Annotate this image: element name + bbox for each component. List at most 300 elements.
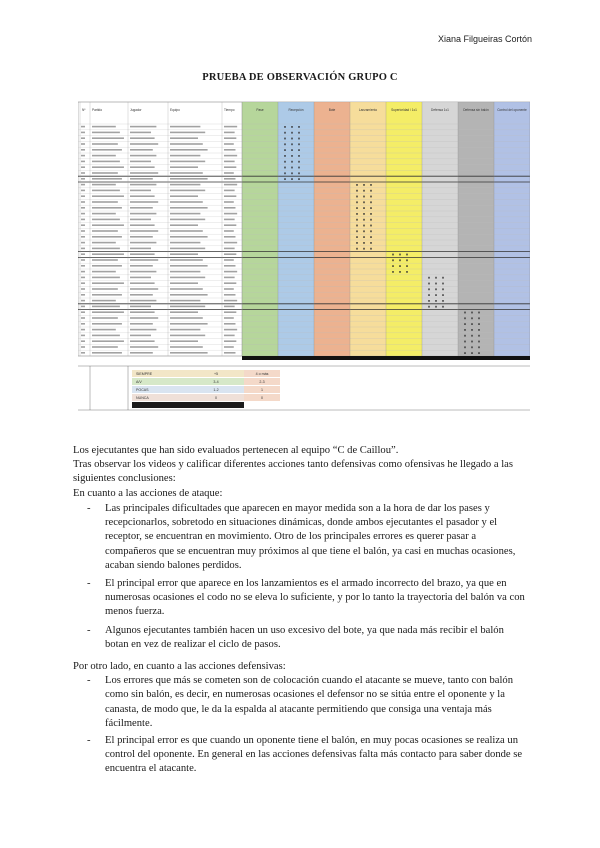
score-mark <box>435 300 437 302</box>
blurred-cell-text <box>224 195 236 197</box>
score-mark <box>478 329 480 331</box>
blurred-cell-text <box>92 126 116 128</box>
blurred-cell-text <box>170 259 203 261</box>
score-mark <box>356 248 358 250</box>
blurred-cell-text <box>81 201 85 203</box>
blurred-cell-text <box>224 271 237 273</box>
score-mark <box>370 184 372 186</box>
score-mark <box>363 196 365 198</box>
score-mark <box>392 271 394 273</box>
intro-line: Los ejecutantes que han sido evaluados pertenecen al equipo “C de Caillou”. <box>73 445 399 456</box>
blurred-cell-text <box>224 253 236 255</box>
score-mark <box>392 254 394 256</box>
group-header: Recepción <box>288 108 304 112</box>
score-mark <box>291 132 293 134</box>
blurred-cell-text <box>224 265 235 267</box>
spreadsheet-summary-table <box>78 366 530 410</box>
blurred-cell-text <box>224 277 235 279</box>
blurred-cell-text <box>92 277 120 279</box>
blurred-cell-text <box>81 340 85 342</box>
blurred-cell-text <box>130 300 156 302</box>
blurred-cell-text <box>81 161 85 163</box>
blurred-cell-text <box>130 126 156 128</box>
blurred-cell-text <box>224 137 236 139</box>
intro-line: Tras observar los videos y calificar diferentes acciones tanto defensivas como ofensivas he llegado a las siguientes conclusiones: <box>73 459 513 485</box>
score-mark <box>471 323 473 325</box>
blurred-cell-text <box>224 294 235 296</box>
blurred-cell-text <box>81 207 85 209</box>
blurred-cell-text <box>130 219 151 221</box>
score-mark <box>471 341 473 343</box>
score-mark <box>464 317 466 319</box>
blurred-cell-text <box>81 178 85 180</box>
blurred-cell-text <box>92 195 124 197</box>
score-mark <box>471 317 473 319</box>
blurred-cell-text <box>170 282 198 284</box>
totals-bar <box>242 356 530 360</box>
blurred-cell-text <box>81 271 85 273</box>
score-mark <box>428 277 430 279</box>
group-column <box>278 102 314 356</box>
blurred-cell-text <box>224 201 234 203</box>
score-mark <box>356 230 358 232</box>
blurred-cell-text <box>92 201 118 203</box>
blurred-cell-text <box>81 224 85 226</box>
group-header: Lanzamiento <box>358 108 378 112</box>
blurred-cell-text <box>92 300 116 302</box>
blurred-cell-text <box>92 184 116 186</box>
blurred-cell-text <box>81 259 85 261</box>
list-item-text: Los errores que más se cometen son de colocación cuando el atacante se mueve, tanto con balón como sin balón, es decir, en numerosas ocasiones el defensor no se sitúa entre el oponente y la canasta, de modo que, le da la espalda al atacante permitiendo que consiga una ventaja más fácilmente. <box>105 675 513 729</box>
blurred-cell-text <box>81 335 85 337</box>
group-column <box>458 102 494 356</box>
blurred-cell-text <box>81 288 85 290</box>
blurred-cell-text <box>224 248 235 250</box>
blurred-cell-text <box>92 340 124 342</box>
bullet-dash: - <box>87 624 91 636</box>
blurred-cell-text <box>81 155 85 157</box>
summary-footer <box>132 402 244 408</box>
blurred-cell-text <box>170 201 203 203</box>
blurred-cell-text <box>224 340 236 342</box>
blurred-cell-text <box>81 300 85 302</box>
blurred-cell-text <box>92 155 116 157</box>
intro-block <box>73 444 528 501</box>
blurred-cell-text <box>81 195 85 197</box>
score-mark <box>291 167 293 169</box>
blurred-cell-text <box>224 259 234 261</box>
list-item <box>73 674 528 731</box>
bullet-dash: - <box>87 578 91 590</box>
score-mark <box>363 213 365 215</box>
blurred-cell-text <box>224 178 235 180</box>
group-column <box>350 102 386 356</box>
blurred-cell-text <box>130 323 153 325</box>
blurred-cell-text <box>224 149 235 151</box>
intro-line: En cuanto a las acciones de ataque: <box>73 487 223 499</box>
blurred-cell-text <box>170 137 198 139</box>
blurred-cell-text <box>81 277 85 279</box>
blurred-cell-text <box>130 178 153 180</box>
score-mark <box>428 294 430 296</box>
blurred-cell-text <box>130 149 153 151</box>
score-mark <box>435 277 437 279</box>
blurred-cell-text <box>81 311 85 313</box>
score-mark <box>284 167 286 169</box>
score-mark <box>363 184 365 186</box>
blurred-cell-text <box>130 294 153 296</box>
blurred-cell-text <box>170 190 205 192</box>
blurred-cell-text <box>81 149 85 151</box>
blurred-cell-text <box>81 253 85 255</box>
score-mark <box>298 143 300 145</box>
blurred-cell-text <box>92 265 122 267</box>
summary-note: 4 o más <box>255 372 269 376</box>
score-mark <box>464 329 466 331</box>
score-mark <box>370 225 372 227</box>
score-mark <box>284 161 286 163</box>
blurred-cell-text <box>92 294 122 296</box>
author-name: Xiana Filgueiras Cortón <box>438 34 533 44</box>
score-mark <box>298 178 300 180</box>
column-header: Equipo <box>170 108 180 112</box>
score-mark <box>291 161 293 163</box>
list-item <box>73 577 528 620</box>
blurred-cell-text <box>170 242 200 244</box>
score-mark <box>478 335 480 337</box>
blurred-cell-text <box>130 143 158 145</box>
blurred-cell-text <box>224 161 235 163</box>
blurred-cell-text <box>81 242 85 244</box>
score-mark <box>478 352 480 354</box>
blurred-cell-text <box>224 230 234 232</box>
score-mark <box>464 312 466 314</box>
score-mark <box>392 259 394 261</box>
blurred-cell-text <box>130 137 155 139</box>
score-mark <box>284 132 286 134</box>
blurred-cell-text <box>130 317 158 319</box>
blurred-cell-text <box>224 317 234 319</box>
score-mark <box>298 172 300 174</box>
blurred-cell-text <box>92 213 116 215</box>
score-mark <box>298 132 300 134</box>
score-mark <box>478 312 480 314</box>
blurred-cell-text <box>224 143 234 145</box>
bullet-dash: - <box>87 503 91 514</box>
blurred-cell-text <box>224 155 237 157</box>
blurred-cell-text <box>130 352 153 354</box>
blurred-cell-text <box>92 317 118 319</box>
blurred-cell-text <box>130 340 155 342</box>
blurred-cell-text <box>81 190 85 192</box>
column-header: Jugador <box>130 108 142 112</box>
blurred-cell-text <box>170 132 205 134</box>
blurred-cell-text <box>130 277 151 279</box>
score-mark <box>284 178 286 180</box>
score-mark <box>363 248 365 250</box>
blurred-cell-text <box>170 207 208 209</box>
blurred-cell-text <box>170 271 200 273</box>
group-header: Pase <box>256 108 264 112</box>
blurred-cell-text <box>130 195 155 197</box>
score-mark <box>471 352 473 354</box>
score-mark <box>442 294 444 296</box>
score-mark <box>464 335 466 337</box>
score-mark <box>435 288 437 290</box>
score-mark <box>291 126 293 128</box>
blurred-cell-text <box>170 335 205 337</box>
blurred-cell-text <box>130 161 151 163</box>
summary-note: 2-3 <box>259 380 265 384</box>
blurred-cell-text <box>224 242 237 244</box>
blurred-cell-text <box>170 277 205 279</box>
blurred-cell-text <box>130 271 156 273</box>
score-mark <box>428 306 430 308</box>
blurred-cell-text <box>130 166 155 168</box>
score-mark <box>399 259 401 261</box>
blurred-cell-text <box>92 253 124 255</box>
list-item-text: El principal error que aparece en los lanzamientos es el armado incorrecto del brazo, ya que en numerosas ocasiones el codo no se eleva lo suficiente, y por lo tanto la trayectoria del balón va con menos fuerza. <box>105 578 525 618</box>
blurred-cell-text <box>170 306 205 308</box>
blurred-cell-text <box>170 329 200 331</box>
score-mark <box>399 271 401 273</box>
blurred-cell-text <box>130 306 151 308</box>
blurred-cell-text <box>170 172 203 174</box>
group-header: Bote <box>328 108 336 112</box>
summary-note: 1 <box>261 388 263 392</box>
score-mark <box>370 190 372 192</box>
score-mark <box>435 306 437 308</box>
summary-value: 3-4 <box>213 380 219 384</box>
summary-label: NUNCA <box>136 396 149 400</box>
blurred-cell-text <box>130 224 155 226</box>
blurred-cell-text <box>130 230 158 232</box>
score-mark <box>356 225 358 227</box>
blurred-cell-text <box>92 178 122 180</box>
blurred-cell-text <box>81 143 85 145</box>
score-mark <box>442 306 444 308</box>
group-column <box>422 102 458 356</box>
blurred-cell-text <box>224 190 235 192</box>
score-mark <box>428 300 430 302</box>
score-mark <box>406 259 408 261</box>
blurred-cell-text <box>170 155 200 157</box>
score-mark <box>399 254 401 256</box>
blurred-cell-text <box>81 294 85 296</box>
blurred-cell-text <box>224 311 236 313</box>
blurred-cell-text <box>170 143 203 145</box>
blurred-cell-text <box>170 126 200 128</box>
blurred-cell-text <box>170 311 198 313</box>
observation-spreadsheet <box>78 96 530 442</box>
blurred-cell-text <box>224 219 235 221</box>
score-mark <box>356 213 358 215</box>
score-mark <box>428 288 430 290</box>
blurred-cell-text <box>92 346 118 348</box>
score-mark <box>356 236 358 238</box>
blurred-cell-text <box>92 248 120 250</box>
score-mark <box>370 248 372 250</box>
blurred-cell-text <box>81 323 85 325</box>
blurred-cell-text <box>224 213 237 215</box>
blurred-cell-text <box>92 161 120 163</box>
blurred-cell-text <box>170 352 208 354</box>
blurred-cell-text <box>81 230 85 232</box>
score-mark <box>478 317 480 319</box>
blurred-cell-text <box>130 259 158 261</box>
score-mark <box>464 341 466 343</box>
summary-value: 1-2 <box>213 388 219 392</box>
blurred-cell-text <box>170 213 200 215</box>
blurred-cell-text <box>81 219 85 221</box>
blurred-cell-text <box>92 271 116 273</box>
list-item <box>73 502 528 573</box>
blurred-cell-text <box>130 201 158 203</box>
blurred-cell-text <box>92 207 122 209</box>
score-mark <box>284 143 286 145</box>
blurred-cell-text <box>92 132 120 134</box>
blurred-cell-text <box>81 329 85 331</box>
blurred-cell-text <box>92 137 124 139</box>
blurred-cell-text <box>92 306 120 308</box>
score-mark <box>478 346 480 348</box>
blurred-cell-text <box>92 352 122 354</box>
score-mark <box>428 283 430 285</box>
score-mark <box>298 155 300 157</box>
blurred-cell-text <box>224 126 237 128</box>
score-mark <box>363 201 365 203</box>
blurred-cell-text <box>81 317 85 319</box>
blurred-cell-text <box>224 335 235 337</box>
score-mark <box>435 283 437 285</box>
blurred-cell-text <box>224 346 234 348</box>
blurred-cell-text <box>224 329 237 331</box>
score-mark <box>399 265 401 267</box>
blurred-cell-text <box>170 195 198 197</box>
score-mark <box>356 184 358 186</box>
blurred-cell-text <box>130 213 156 215</box>
group-header: Defensa 1c1 <box>431 108 449 112</box>
score-mark <box>442 288 444 290</box>
score-mark <box>291 172 293 174</box>
blurred-cell-text <box>170 236 208 238</box>
score-mark <box>291 143 293 145</box>
blurred-cell-text <box>92 190 120 192</box>
blurred-cell-text <box>81 126 85 128</box>
score-mark <box>363 225 365 227</box>
blurred-cell-text <box>224 300 237 302</box>
summary-label: POCAS <box>136 388 149 392</box>
blurred-cell-text <box>130 207 153 209</box>
blurred-cell-text <box>170 219 205 221</box>
score-mark <box>363 230 365 232</box>
blurred-cell-text <box>92 143 118 145</box>
group-column <box>386 102 422 356</box>
score-mark <box>442 283 444 285</box>
score-mark <box>298 138 300 140</box>
score-mark <box>298 161 300 163</box>
blurred-cell-text <box>92 219 120 221</box>
blurred-cell-text <box>92 288 118 290</box>
blurred-cell-text <box>92 282 124 284</box>
score-mark <box>370 236 372 238</box>
blurred-cell-text <box>130 132 151 134</box>
list-item-text: Algunos ejecutantes también hacen un uso excesivo del bote, ya que nada más recibir el balón botan en vez de realizar el ciclo de pasos. <box>105 624 504 650</box>
blurred-cell-text <box>170 166 198 168</box>
score-mark <box>471 346 473 348</box>
list-item <box>73 624 528 652</box>
score-mark <box>370 219 372 221</box>
summary-value: +5 <box>213 372 219 376</box>
blurred-cell-text <box>130 311 155 313</box>
blurred-cell-text <box>130 265 153 267</box>
blurred-cell-text <box>130 236 153 238</box>
blurred-cell-text <box>170 294 208 296</box>
score-mark <box>370 230 372 232</box>
blurred-cell-text <box>224 282 236 284</box>
score-mark <box>471 335 473 337</box>
score-mark <box>291 149 293 151</box>
blurred-cell-text <box>224 184 237 186</box>
blurred-cell-text <box>170 149 208 151</box>
group-column <box>314 102 350 356</box>
blurred-cell-text <box>170 265 208 267</box>
column-header: Nº <box>82 108 86 112</box>
blurred-cell-text <box>81 184 85 186</box>
score-mark <box>442 300 444 302</box>
blurred-cell-text <box>130 155 156 157</box>
score-mark <box>356 201 358 203</box>
score-mark <box>284 138 286 140</box>
blurred-cell-text <box>170 317 203 319</box>
blurred-cell-text <box>170 253 198 255</box>
score-mark <box>356 207 358 209</box>
blurred-cell-text <box>81 236 85 238</box>
blurred-cell-text <box>92 242 116 244</box>
blurred-cell-text <box>92 230 118 232</box>
blurred-cell-text <box>130 184 156 186</box>
score-mark <box>291 155 293 157</box>
blurred-cell-text <box>81 282 85 284</box>
blurred-cell-text <box>81 352 85 354</box>
score-mark <box>284 149 286 151</box>
score-mark <box>478 341 480 343</box>
score-mark <box>356 190 358 192</box>
blurred-cell-text <box>224 288 234 290</box>
blurred-cell-text <box>92 172 118 174</box>
bullet-dash: - <box>87 675 91 687</box>
blurred-cell-text <box>81 132 85 134</box>
blurred-cell-text <box>224 132 235 134</box>
score-mark <box>298 167 300 169</box>
blurred-cell-text <box>130 329 156 331</box>
list-item <box>73 734 528 777</box>
blurred-cell-text <box>170 346 203 348</box>
blurred-cell-text <box>130 346 158 348</box>
summary-value: 0 <box>215 396 217 400</box>
score-mark <box>370 213 372 215</box>
score-mark <box>298 149 300 151</box>
blurred-cell-text <box>92 335 120 337</box>
summary-note: 0 <box>261 396 263 400</box>
score-mark <box>356 219 358 221</box>
page-title: PRUEBA DE OBSERVACIÓN GRUPO C <box>202 72 398 83</box>
blurred-cell-text <box>81 265 85 267</box>
score-mark <box>356 242 358 244</box>
column-header: Tiempo <box>224 108 235 112</box>
blurred-cell-text <box>224 166 236 168</box>
blurred-cell-text <box>81 248 85 250</box>
